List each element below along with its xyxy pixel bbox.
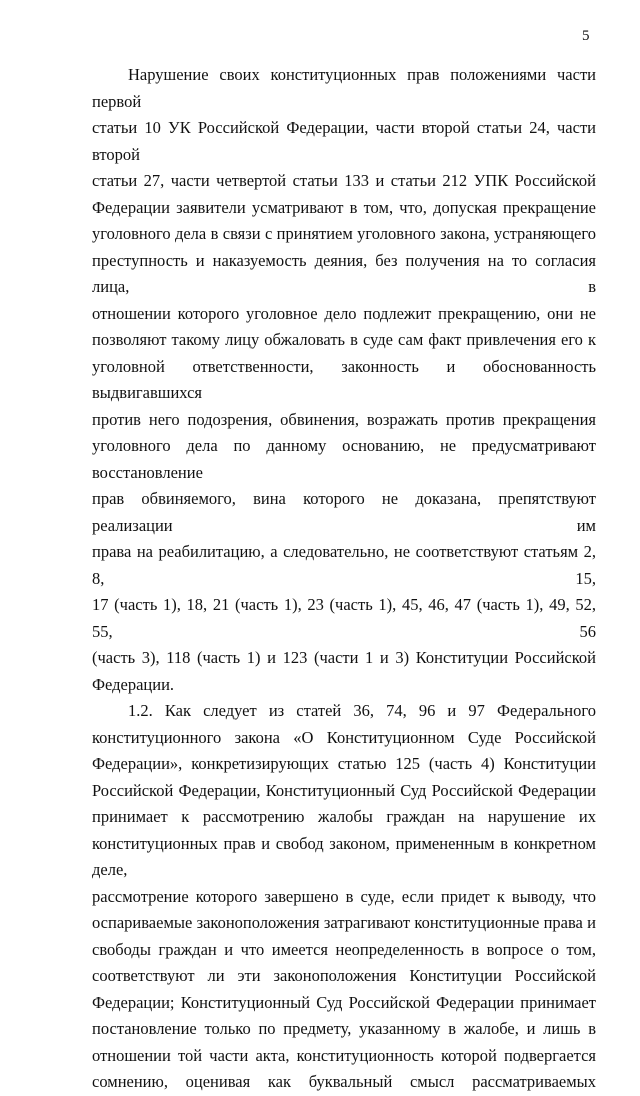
text-line: уголовного дела по данному основанию, не предусматривают восстановление [92,436,596,482]
paragraph-2 [92,698,596,1096]
text-line: соответствуют ли эти законоположения Конституции Российской [92,966,596,985]
text-line: свободы граждан и что имеется неопределенность в вопросе о том, [92,939,596,959]
text-line: принимает к рассмотрению жалобы граждан на нарушение их [92,807,596,826]
text-line: Федерации; Конституционный Суд Российской Федерации принимает [92,992,596,1012]
text-line: рассмотрение которого завершено в суде, если придет к выводу, что [92,886,596,906]
text-line: оспариваемые законоположения затрагивают конституционные права и [92,913,596,932]
text-line: позволяют такому лицу обжаловать в суде сам факт привлечения его к [92,330,596,349]
text-line: конституционных прав и свобод законом, примененным в конкретном деле, [92,833,596,879]
text-line: (часть 3), 118 (часть 1) и 123 (части 1 и 3) Конституции Российской [92,648,596,667]
text-line: 1.2. Как следует из статей 36, 74, 96 и 97 Федерального [128,701,596,720]
text-line: постановление только по предмету, указанному в жалобе, и лишь в [92,1019,596,1038]
text-line: конституционного закона «О Конституционном Суде Российской [92,727,596,747]
text-line: сомнению, оценивая как буквальный смысл рассматриваемых [92,1072,596,1091]
text-line: отношении той части акта, конституционность которой подвергается [92,1045,596,1065]
text-line: против него подозрения, обвинения, возражать против прекращения [92,409,596,429]
text-line: уголовной ответственности, законность и обоснованность выдвигавшихся [92,356,596,402]
text-line: Российской Федерации, Конституционный Суд Российской Федерации [92,780,596,800]
text-line: Федерации. [92,674,175,694]
page-number: 5 [582,28,590,44]
text-line: Федерации», конкретизирующих статью 125 (часть 4) Конституции [92,754,596,773]
text-line: Нарушение своих конституционных прав положениями части первой [92,65,596,111]
text-line: уголовного дела в связи с принятием уголовного закона, устраняющего [92,224,596,243]
text-line: права на реабилитацию, а следовательно, не соответствуют статьям 2, 8, 15, [92,542,596,588]
text-line: статьи 27, части четвертой статьи 133 и статьи 212 УПК Российской [92,171,596,190]
text-line: Федерации заявители усматривают в том, что, допуская прекращение [92,197,596,217]
document-body [92,62,596,1096]
text-line: 17 (часть 1), 18, 21 (часть 1), 23 (часть 1), 45, 46, 47 (часть 1), 49, 52, 55, 56 [92,595,596,641]
text-line: прав обвиняемого, вина которого не доказана, препятствуют реализации им [92,489,596,535]
text-line: отношении которого уголовное дело подлежит прекращению, они не [92,303,596,323]
text-line: статьи 10 УК Российской Федерации, части второй статьи 24, части второй [92,118,596,164]
paragraph-1 [92,62,596,698]
text-line: преступность и наказуемость деяния, без получения на то согласия лица, в [92,250,596,296]
